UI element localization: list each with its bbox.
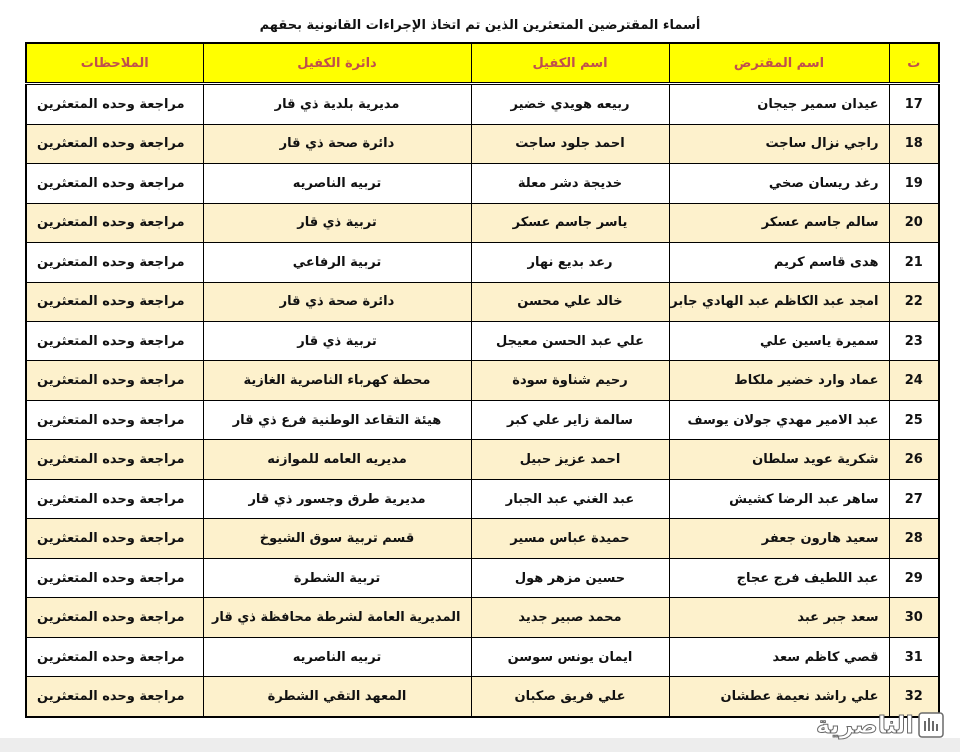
header-notes: الملاحظات — [26, 43, 203, 84]
row-number: 25 — [889, 400, 939, 439]
table-row — [26, 440, 939, 479]
notes-cell: مراجعة وحده المتعثرين — [26, 519, 203, 558]
guarantor-name: رحيم شناوة سودة — [471, 361, 669, 400]
notes-cell: مراجعة وحده المتعثرين — [26, 203, 203, 242]
guarantor-department: مديرية طرق وجسور ذي قار — [203, 479, 471, 518]
notes-cell: مراجعة وحده المتعثرين — [26, 400, 203, 439]
row-number: 28 — [889, 519, 939, 558]
guarantor-name: علي عبد الحسن معيجل — [471, 322, 669, 361]
table-row — [26, 322, 939, 361]
row-number: 21 — [889, 243, 939, 282]
header-guarantor: اسم الكفيل — [471, 43, 669, 84]
borrower-name: قصي كاظم سعد — [669, 637, 889, 676]
guarantor-department: مديرية بلدية ذي قار — [203, 84, 471, 125]
guarantor-department: تربية الرفاعي — [203, 243, 471, 282]
guarantor-name: ربيعه هويدي خضير — [471, 84, 669, 125]
notes-cell: مراجعة وحده المتعثرين — [26, 637, 203, 676]
row-number: 29 — [889, 558, 939, 597]
guarantor-department: هيئة التقاعد الوطنية فرع ذي قار — [203, 400, 471, 439]
guarantor-department: المعهد التقي الشطرة — [203, 677, 471, 717]
guarantor-name: محمد صبير جديد — [471, 598, 669, 637]
borrower-name: عبد اللطيف فرج عجاج — [669, 558, 889, 597]
table-row — [26, 243, 939, 282]
table-row — [26, 519, 939, 558]
notes-cell: مراجعة وحده المتعثرين — [26, 164, 203, 203]
borrower-name: عبد الامير مهدي جولان يوسف — [669, 400, 889, 439]
table-row — [26, 637, 939, 676]
guarantor-department: المديرية العامة لشرطة محافظة ذي قار — [203, 598, 471, 637]
nasiriyah-logo-icon — [918, 712, 944, 738]
notes-cell: مراجعة وحده المتعثرين — [26, 243, 203, 282]
guarantor-name: ياسر جاسم عسكر — [471, 203, 669, 242]
watermark — [816, 708, 944, 742]
guarantor-department: تربيه الناصريه — [203, 164, 471, 203]
row-number: 17 — [889, 84, 939, 125]
notes-cell: مراجعة وحده المتعثرين — [26, 598, 203, 637]
row-number: 30 — [889, 598, 939, 637]
table-row — [26, 164, 939, 203]
guarantor-department: تربية الشطرة — [203, 558, 471, 597]
page-title: أسماء المقترضين المتعثرين الذين تم اتخاذ الإجراءات القانونية بحقهم — [259, 18, 701, 33]
borrower-name: عماد وارد خضير ملكاط — [669, 361, 889, 400]
row-number: 24 — [889, 361, 939, 400]
notes-cell: مراجعة وحده المتعثرين — [26, 84, 203, 125]
table-row — [26, 400, 939, 439]
borrower-name: عيدان سمير جيجان — [669, 84, 889, 125]
guarantor-name: ايمان يونس سوسن — [471, 637, 669, 676]
borrower-name: علي راشد نعيمة عطشان — [669, 677, 889, 717]
table-row — [26, 558, 939, 597]
notes-cell: مراجعة وحده المتعثرين — [26, 440, 203, 479]
notes-cell: مراجعة وحده المتعثرين — [26, 361, 203, 400]
borrower-name: سميرة ياسين علي — [669, 322, 889, 361]
row-number: 32 — [889, 677, 939, 717]
notes-cell: مراجعة وحده المتعثرين — [26, 124, 203, 163]
row-number: 31 — [889, 637, 939, 676]
notes-cell: مراجعة وحده المتعثرين — [26, 677, 203, 717]
notes-cell: مراجعة وحده المتعثرين — [26, 282, 203, 321]
guarantor-name: علي فريق صكبان — [471, 677, 669, 717]
guarantor-department: مديريه العامه للموازنه — [203, 440, 471, 479]
header-department: دائرة الكفيل — [203, 43, 471, 84]
guarantor-name: حسين مزهر هول — [471, 558, 669, 597]
notes-cell: مراجعة وحده المتعثرين — [26, 322, 203, 361]
table-row — [26, 598, 939, 637]
borrower-name: سالم جاسم عسكر — [669, 203, 889, 242]
guarantor-name: احمد عزيز حبيل — [471, 440, 669, 479]
table-row — [26, 361, 939, 400]
guarantor-name: سالمة زاير علي كبر — [471, 400, 669, 439]
guarantor-name: حميدة عباس مسير — [471, 519, 669, 558]
notes-cell: مراجعة وحده المتعثرين — [26, 479, 203, 518]
guarantor-department: قسم تربية سوق الشيوخ — [203, 519, 471, 558]
table-row — [26, 203, 939, 242]
row-number: 23 — [889, 322, 939, 361]
row-number: 18 — [889, 124, 939, 163]
guarantor-department: تربية ذي قار — [203, 203, 471, 242]
borrower-name: شكرية عويد سلطان — [669, 440, 889, 479]
borrower-name: امجد عبد الكاظم عبد الهادي جابر — [669, 282, 889, 321]
table-row — [26, 479, 939, 518]
guarantor-name: خديجة دشر معلة — [471, 164, 669, 203]
borrower-name: سعد جبر عبد — [669, 598, 889, 637]
notes-cell: مراجعة وحده المتعثرين — [26, 558, 203, 597]
row-number: 20 — [889, 203, 939, 242]
guarantor-department: دائرة صحة ذي قار — [203, 124, 471, 163]
table-row — [26, 84, 939, 125]
table-body — [26, 84, 939, 718]
table-header-row — [26, 43, 939, 84]
borrowers-table — [25, 42, 940, 718]
borrower-name: سعيد هارون جعفر — [669, 519, 889, 558]
guarantor-department: محطة كهرباء الناصرية الغازية — [203, 361, 471, 400]
row-number: 26 — [889, 440, 939, 479]
row-number: 22 — [889, 282, 939, 321]
guarantor-name: رعد بديع نهار — [471, 243, 669, 282]
watermark-text: الناصرية — [816, 711, 914, 739]
header-num: ت — [889, 43, 939, 84]
guarantor-department: تربية ذي قار — [203, 322, 471, 361]
borrower-name: رغد ريسان صخي — [669, 164, 889, 203]
guarantor-name: خالد علي محسن — [471, 282, 669, 321]
table-row — [26, 677, 939, 717]
guarantor-department: دائرة صحة ذي قار — [203, 282, 471, 321]
borrower-name: راجي نزال ساجت — [669, 124, 889, 163]
row-number: 19 — [889, 164, 939, 203]
borrower-name: هدى قاسم كريم — [669, 243, 889, 282]
table-row — [26, 124, 939, 163]
table-row — [26, 282, 939, 321]
header-borrower: اسم المقترض — [669, 43, 889, 84]
guarantor-name: عبد الغني عبد الجبار — [471, 479, 669, 518]
borrower-name: ساهر عبد الرضا كشيش — [669, 479, 889, 518]
guarantor-department: تربيه الناصريه — [203, 637, 471, 676]
guarantor-name: احمد جلود ساجت — [471, 124, 669, 163]
row-number: 27 — [889, 479, 939, 518]
